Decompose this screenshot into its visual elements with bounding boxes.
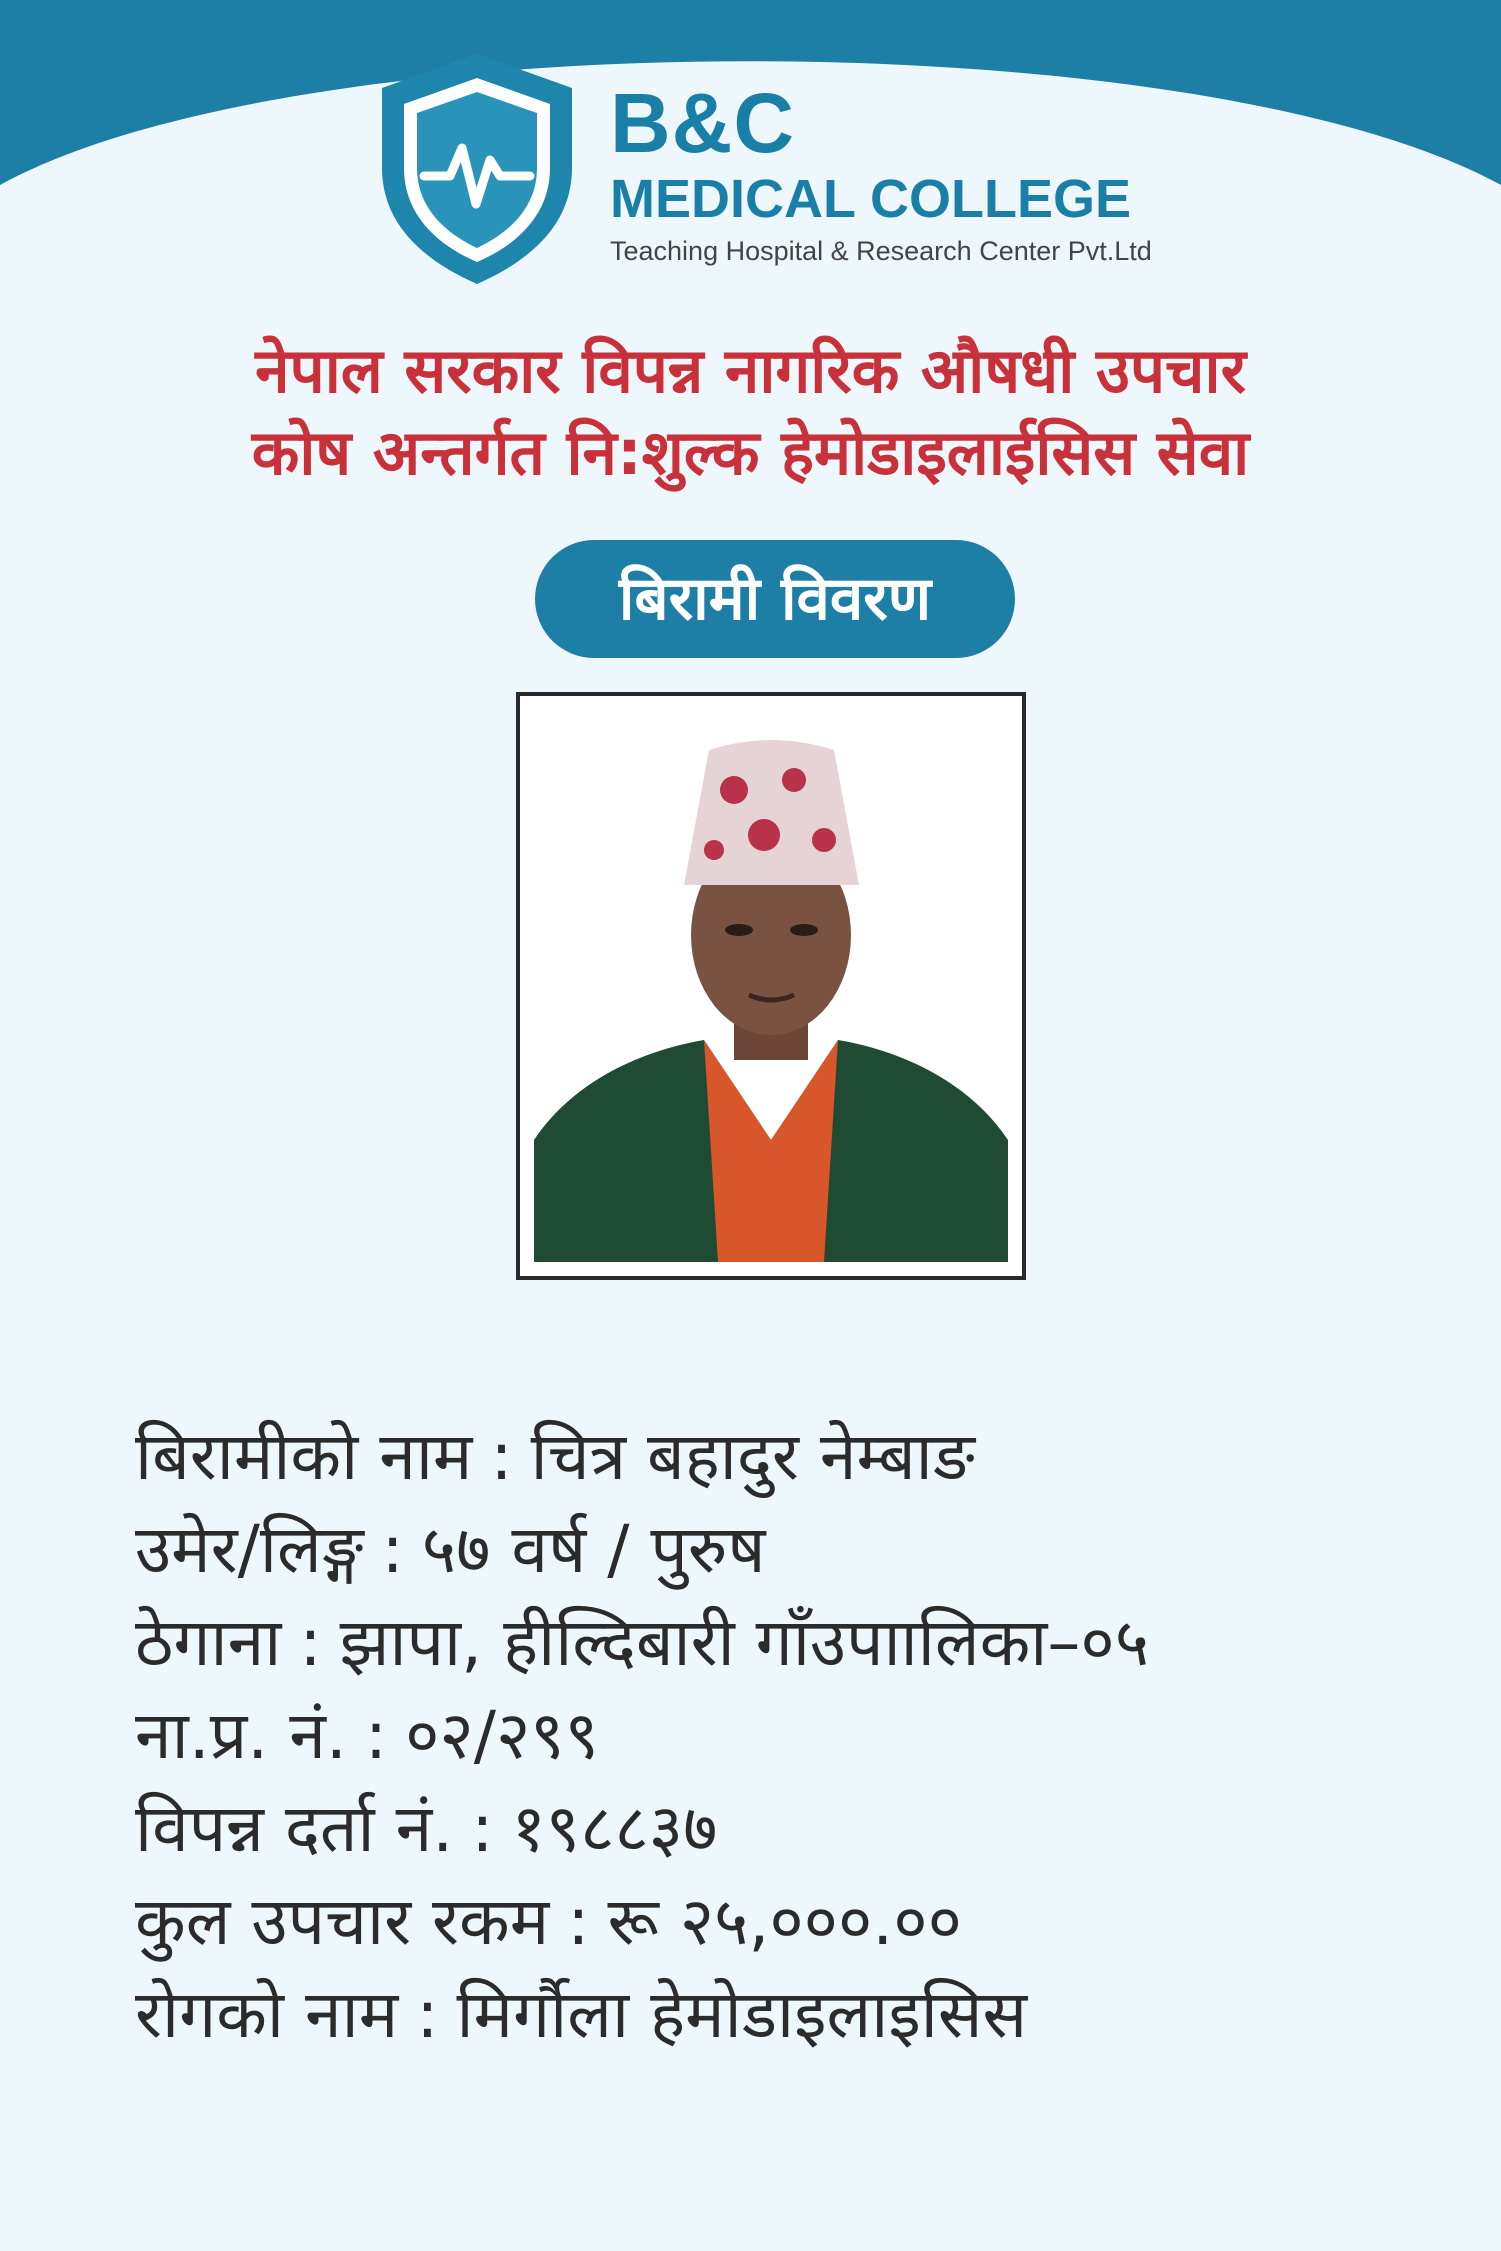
headline xyxy=(0,330,1501,494)
detail-value: ०२/२९९ xyxy=(405,1697,599,1774)
detail-label: कुल उपचार रकम xyxy=(135,1883,550,1960)
detail-value: १९८८३७ xyxy=(511,1790,718,1867)
patient-photo-frame xyxy=(516,692,1026,1280)
headline-line-1: नेपाल सरकार विपन्न नागरिक औषधी उपचार xyxy=(255,334,1246,407)
detail-row-disease: रोगको नाम : मिर्गौला हेमोडाइलाइसिस xyxy=(135,1976,1028,2053)
detail-label: रोगको नाम xyxy=(135,1976,399,2053)
detail-label: ठेगाना xyxy=(135,1604,282,1681)
brand-tagline: Teaching Hospital & Research Center Pvt.Ltd xyxy=(610,236,1152,266)
detail-row-name: बिरामीको नाम : चित्र बहादुर नेम्बाङ xyxy=(135,1418,975,1495)
headline-line-2: कोष अन्तर्गत नि:शुल्क हेमोडाइलाईसिस सेवा xyxy=(251,416,1250,489)
detail-value: ५७ वर्ष / पुरुष xyxy=(421,1511,766,1588)
detail-label: उमेर/लिङ्ग xyxy=(135,1511,364,1588)
detail-row-treatment-amount: कुल उपचार रकम : रू २५,०००.०० xyxy=(135,1883,962,1960)
brand-college-name: MEDICAL COLLEGE xyxy=(610,169,1132,229)
shield-heartbeat-icon xyxy=(372,48,582,288)
detail-label: विपन्न दर्ता नं. xyxy=(135,1790,454,1867)
detail-row-age-gender: उमेर/लिङ्ग : ५७ वर्ष / पुरुष xyxy=(135,1511,766,1588)
brand-short-name: B&C xyxy=(610,76,795,170)
college-logo xyxy=(372,48,1372,298)
detail-value: चित्र बहादुर नेम्बाङ xyxy=(530,1418,975,1495)
detail-row-address: ठेगाना : झापा, हील्दिबारी गाँउपाालिका–०५ xyxy=(135,1604,1150,1681)
detail-value: रू २५,०००.०० xyxy=(607,1883,962,1960)
detail-row-citizenship-no: ना.प्र. नं. : ०२/२९९ xyxy=(135,1697,599,1774)
detail-value: झापा, हील्दिबारी गाँउपाालिका–०५ xyxy=(339,1604,1150,1681)
detail-row-registration-no: विपन्न दर्ता नं. : १९८८३७ xyxy=(135,1790,718,1867)
detail-value: मिर्गौला हेमोडाइलाइसिस xyxy=(456,1976,1028,2053)
patient-details xyxy=(135,1410,1435,2061)
section-title-badge: बिरामी विवरण xyxy=(535,540,1015,658)
detail-label: ना.प्र. नं. xyxy=(135,1697,347,1774)
detail-label: बिरामीको नाम xyxy=(135,1418,473,1495)
patient-photo xyxy=(534,710,1008,1262)
